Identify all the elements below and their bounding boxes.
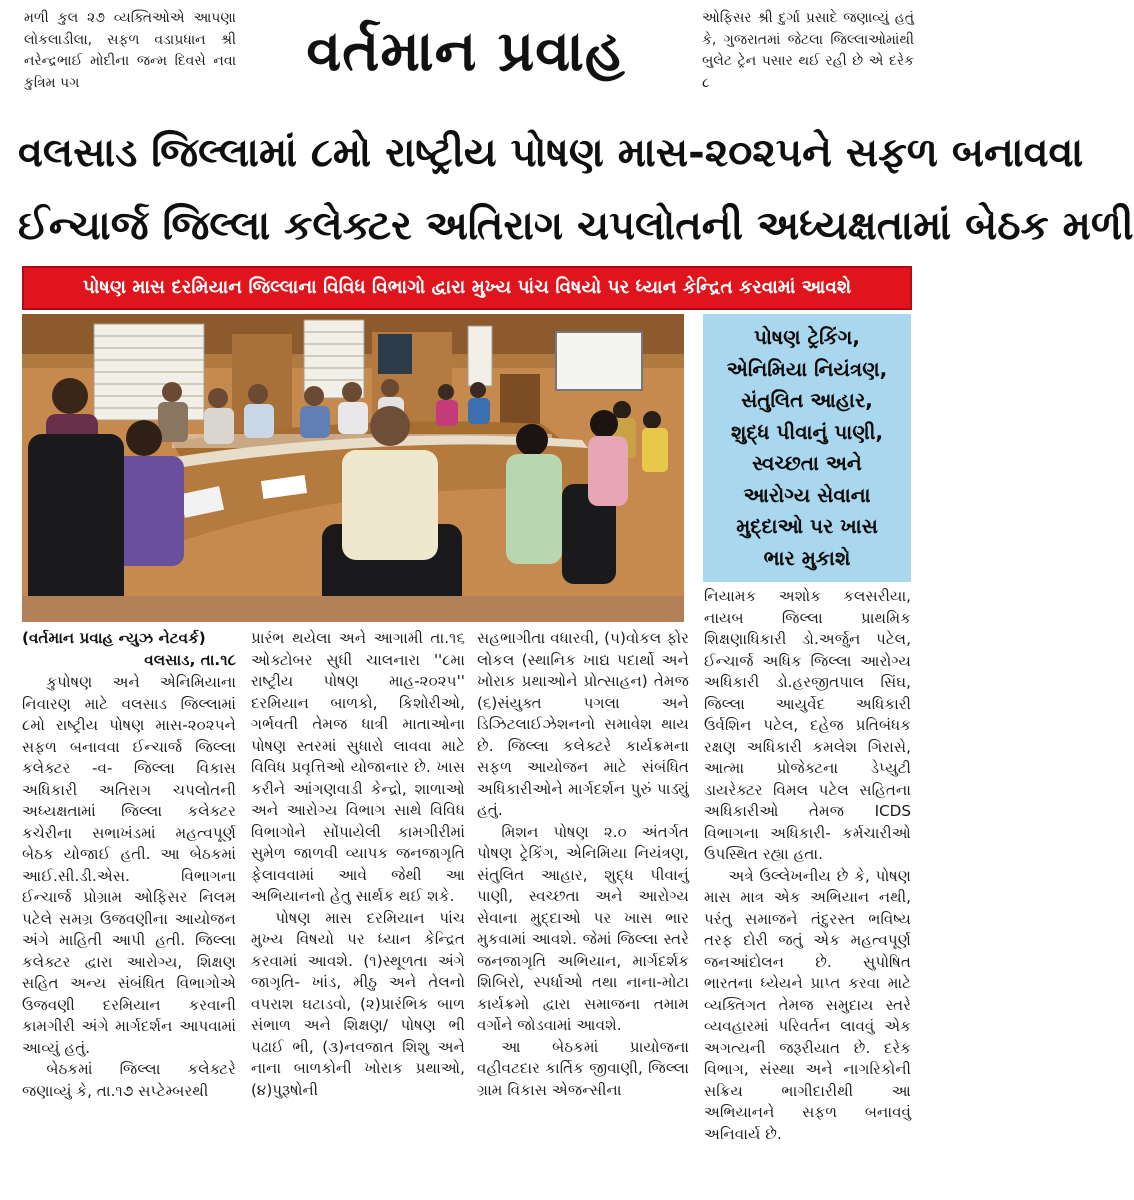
headline-line-2: ઈન્ચાર્જ જિલ્લા કલેક્ટર અતિરાગ ચપલોતની અધ્યક્ષતામાં બેઠક મળી bbox=[18, 203, 1134, 249]
highlight-line: આરોગ્ય સેવાના bbox=[743, 482, 871, 507]
highlight-line: મુદ્દાઓ પર ખાસ bbox=[736, 514, 878, 538]
highlight-line: શુદ્ધ પીવાનું પાણી, bbox=[730, 419, 884, 444]
article-paragraph: નિયામક અશોક કલસરીયા, નાયબ જિલ્લા પ્રાથમિક શિક્ષણાધિકારી ડો.અર્જુન પટેલ, ઈન્ચાર્જ અધિક જિલ્લા આરોગ્ય અધિકારી ડો.હરજીતપાલ સિંઘ, જિલ્લા આયુર્વેદ અધિકારી ઉર્વશિન પટેલ, દહેજ પ્રતિબંધક રક્ષણ અધિકારી કમલેશ ગિરાસે, આત્મા પ્રોજેક્ટના ડેપ્યુટી ડાયરેક્ટર વિમલ પટેલ સહિતના અધિકારીઓ તેમજ ICDS વિભાગના અધિકારી- કર્મચારીઓ ઉપસ્થિત રહ્યા હતા. bbox=[704, 587, 911, 863]
top-left-snippet bbox=[24, 8, 236, 94]
top-right-snippet-text: ઓફિસર શ્રી દુર્ગા પ્રસાદે જણાવ્યું હતું કે, ગુજરાતમાં જેટલા જિલ્લાઓમાંથી બુલેટ ટ્રેન પસાર થઈ રહી છે એ દરેક ૮ bbox=[702, 10, 914, 91]
article-paragraph: બેઠકમાં જિલ્લા કલેક્ટરે જણાવ્યું કે, તા.૧૭ સપ્ટેમ્બરથી bbox=[22, 1060, 236, 1100]
subhead-banner: પોષણ માસ દરમિયાન જિલ્લાના વિવિધ વિભાગો દ્વારા મુખ્ય પાંચ વિષયો પર ધ્યાન કેન્દ્રિત કરવામાં આવશે bbox=[22, 266, 912, 310]
highlight-line: સંતુલિત આહાર, bbox=[741, 388, 873, 412]
article-column-1 bbox=[22, 672, 236, 1102]
byline-source: (વર્તમાન પ્રવાહ ન્યુઝ નેટવર્ક) bbox=[22, 629, 206, 647]
article-paragraph: સહભાગીતા વધારવી, (૫)વોકલ ફોર લોકલ (સ્થાનિક ખાદ્ય પદાર્થો અને ખોરાક પ્રથાઓને પ્રોત્સાહન) તેમજ (૬)સંયુક્ત પગલા અને ડિઝિટલાઈઝેશનનો સમાવેશ થાય છે. જિલ્લા કલેક્ટરે કાર્યક્રમના સફળ આયોજન માટે સંબંધિત અધિકારીઓને માર્ગદર્શન પુરું પાડ્યું હતું. bbox=[477, 629, 689, 819]
top-left-snippet-text: મળી કુલ ૨૭ વ્યક્તિઓએ આપણા લોકલાડીલા, સફળ વડાપ્રધાન શ્રી નરેન્દ્રભાઈ મોદીના જન્મ દિવસે નવા કુત્રિમ પગ bbox=[24, 10, 236, 91]
article-column-4 bbox=[704, 586, 911, 1145]
highlight-line: સ્વચ્છતા અને bbox=[752, 451, 862, 475]
meeting-photo bbox=[22, 314, 684, 622]
meeting-photo-illustration bbox=[22, 314, 684, 622]
article-paragraph: આ બેઠકમાં પ્રાયોજના વહીવટદાર કાર્તિક જીવાણી, જિલ્લા ગ્રામ વિકાસ એજન્સીના bbox=[477, 1037, 689, 1099]
highlight-line: એનિમિયા નિયંત્રણ, bbox=[726, 356, 888, 381]
article-paragraph: અત્રે ઉલ્લેખનીય છે કે, પોષણ માસ માત્ર એક અભિયાન નથી, પરંતુ સમાજને તંદુરસ્ત ભવિષ્ય તરફ દોરી જતું એક મહત્વપૂર્ણ જનઆંદોલન છે. સુપોષિત ભારતના ધ્યેયને પ્રાપ્ત કરવા માટે વ્યક્તિગત તેમજ સમુદાય સ્તરે વ્યવહારમાં પરિવર્તન લાવવું એક અગત્યની જરૂરીયાત છે. દરેક વિભાગ, સંસ્થા અને નાગરિકોની સક્રિય ભાગીદારીથી આ અભિયાનને સફળ બનાવવું અનિવાર્ય છે. bbox=[704, 866, 911, 1143]
highlight-box bbox=[703, 314, 911, 582]
headline-line-1: વલસાડ જિલ્લામાં ૮મો રાષ્ટ્રીય પોષણ માસ-૨૦૨૫ને સફળ બનાવવા bbox=[18, 130, 1084, 176]
article-column-3 bbox=[477, 628, 689, 1101]
article-paragraph: પ્રારંભ થયેલા અને આગામી તા.૧૬ ઓક્ટોબર સુધી ચાલનારા ''૮મા રાષ્ટ્રીય પોષણ માહ-૨૦૨૫'' દરમિયાન બાળકો, કિશોરીઓ, ગર્ભવતી તેમજ ધાત્રી માતાઓના પોષણ સ્તરમાં સુધારો લાવવા માટે વિવિધ પ્રવૃત્તિઓ યોજાનાર છે. ખાસ કરીને આંગણવાડી કેન્દ્રો, શાળાઓ અને આરોગ્ય વિભાગ સાથે વિવિધ વિભાગોને સોંપાયેલી કામગીરીમાં સુમેળ જાળવી વ્યાપક જનજાગૃતિ ફેલાવવામાં આવે જેથી આ અભિયાનનો હેતુ સાર્થક થઈ શકે. bbox=[251, 629, 465, 905]
highlight-line: પોષણ ટ્રેકિંગ, bbox=[753, 325, 861, 349]
article-paragraph: પોષણ માસ દરમિયાન પાંચ મુખ્ય વિષયો પર ધ્યાન કેન્દ્રિત કરવામાં આવશે. (૧)સ્થૂળતા અંગે જાગૃતિ- ખાંડ, મીઠુ અને તેલનો વપરાશ ઘટાડવો, (૨)પ્રારંભિક બાળ સંભાળ અને શિક્ષણ/ પોષણ ભી પઢાઈ ભી, (૩)નવજાત શિશુ અને નાના બાળકોની ખોરાક પ્રથાઓ, (૪)પુરૂષોની bbox=[251, 908, 465, 1099]
masthead-title: વર્તમાન પ્રવાહ bbox=[306, 19, 626, 84]
byline-dateline: વલસાડ, તા.૧૮ bbox=[144, 650, 236, 669]
article-paragraph: મિશન પોષણ ૨.૦ અંતર્ગત પોષણ ટ્રેકિંગ, એનિમિયા નિયંત્રણ, સંતુલિત આહાર, શુદ્ધ પીવાનું પાણી, સ્વચ્છતા અને આરોગ્ય સેવાના મુદ્દાઓ પર ખાસ ભાર મુકવામાં આવશે. જેમાં જિલ્લા સ્તરે જનજાગૃતિ અભિયાન, માર્ગદર્શક શિબિરો, સ્પર્ધાઓ તથા નાના-મોટા કાર્યક્રમો દ્વારા સમાજના તમામ વર્ગોને જોડવામાં આવશે. bbox=[477, 822, 689, 1034]
article-paragraph: કુપોષણ અને એનિમિયાના નિવારણ માટે વલસાડ જિલ્લામાં ૮મો રાષ્ટ્રીય પોષણ માસ-૨૦૨૫ને સફળ બનાવવા ઈન્ચાર્જ જિલ્લા કલેક્ટર -વ- જિલ્લા વિકાસ અધિકારી અતિરાગ ચપલોતની અધ્યક્ષતામાં જિલ્લા કલેક્ટર કચેરીના સભાખંડમાં મહત્વપૂર્ણ બેઠક યોજાઈ હતી. આ બેઠકમાં આઈ.સી.ડી.એસ. વિભાગના ઈન્ચાર્જ પ્રોગ્રામ ઓફિસર નિલમ પટેલે સમગ્ર ઉજવણીના આયોજન અંગે માહિતી આપી હતી. જિલ્લા કલેક્ટર દ્વારા આરોગ્ય, શિક્ષણ સહિત અન્ય સંબંધિત વિભાગોએ ઉજવણી દરમિયાન કરવાની કામગીરી અંગે માર્ગદર્શન આપવામાં આવ્યું હતું. bbox=[22, 673, 236, 1057]
highlight-line: ભાર મુકાશે bbox=[763, 545, 851, 570]
byline bbox=[22, 628, 236, 671]
article-column-2 bbox=[251, 628, 465, 1101]
top-right-snippet bbox=[702, 8, 914, 94]
